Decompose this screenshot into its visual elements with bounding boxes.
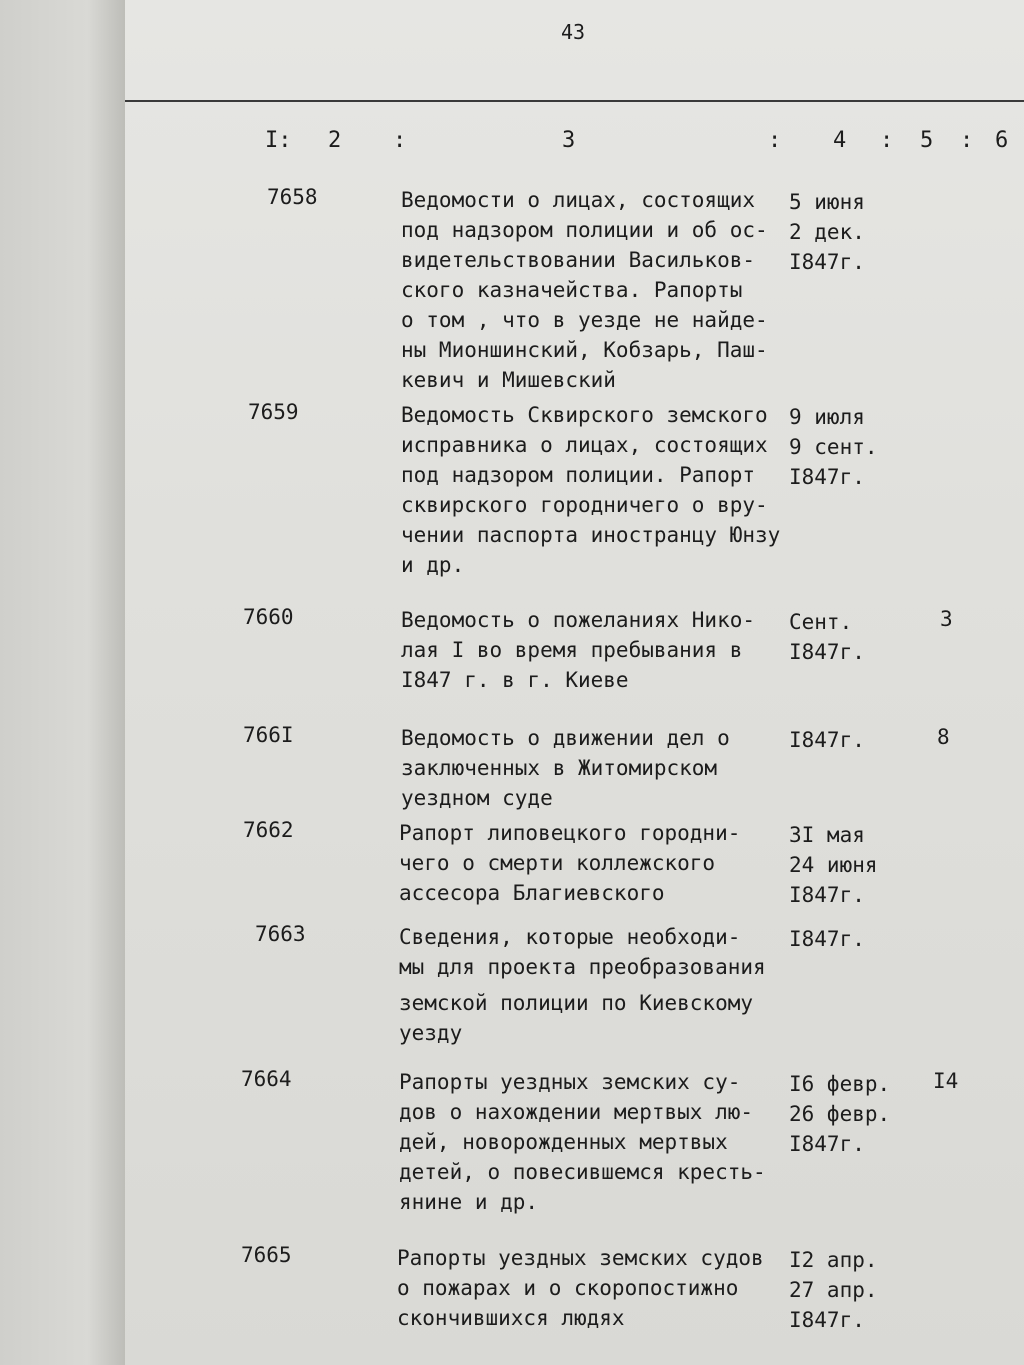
entry-dates: 3I мая 24 июня I847г. (789, 823, 878, 907)
entry-description: Ведомости о лицах, состоящих под надзором полиции и об ос- видетельствовании Васильков- ского казначейства. Рапорты о том , что в уезде не найде- ны Мионшинский, Кобзарь, Паш- кевич и Мишевский (401, 188, 768, 392)
header-rule (125, 100, 1024, 102)
entry-description: Рапорт липовецкого городни- чего о смерти коллежского ассесора Благиевского (399, 821, 741, 905)
entry-number: 7658 (267, 185, 318, 209)
previous-page-edge (0, 0, 125, 1365)
entry-description: Ведомость Сквирского земского исправника о лицах, состоящих под надзором полиции. Рапорт сквирского городничего о вру- чении паспорта иностранцу Юнзу и др. (401, 403, 781, 577)
entry-dates: I847г. (789, 728, 865, 752)
entry-dates: 5 июня 2 дек. I847г. (789, 190, 865, 274)
column-header-6: 6 (995, 128, 1009, 153)
column-header-separator: : (960, 128, 974, 153)
document-page (125, 0, 1024, 1365)
column-header-separator: : (880, 128, 894, 153)
entry-number: 7665 (241, 1243, 292, 1267)
entry-number: 7662 (243, 818, 294, 842)
entry-sheet-count: I4 (933, 1069, 959, 1093)
entry-sheet-count: 3 (940, 607, 953, 631)
entry-description: Рапорты уездных земских су- дов о нахождении мертвых лю- дей, новорожденных мертвых детей, о повесившемся кресть- янине и др. (399, 1070, 766, 1214)
entry-dates: I847г. (789, 927, 865, 951)
entry-description: Ведомость о пожеланиях Нико- лая I во время пребывания в I847 г. в г. Киеве (401, 608, 756, 692)
entry-dates: Сент. I847г. (789, 610, 865, 664)
page-number: 43 (561, 20, 586, 44)
entry-number: 7659 (248, 400, 299, 424)
entry-dates: 9 июля 9 сент. I847г. (789, 405, 878, 489)
entry-description: Рапорты уездных земских судов о пожарах и о скоропостижно скончившихся людях (397, 1246, 764, 1330)
column-header-5: 5 (920, 128, 934, 153)
entry-number: 7663 (255, 922, 306, 946)
column-header-2: 2 (328, 128, 342, 153)
entry-sheet-count: 8 (937, 725, 950, 749)
column-header-separator: : (768, 128, 782, 153)
column-header-3: 3 (562, 128, 576, 153)
column-header-4: 4 (833, 128, 847, 153)
column-header-1: I: (265, 128, 292, 153)
entry-dates: I6 февр. 26 февр. I847г. (789, 1072, 891, 1156)
entry-number: 7660 (243, 605, 294, 629)
entry-description: Ведомость о движении дел о заключенных в Житомирском уездном суде (401, 726, 730, 810)
entry-number: 766I (243, 723, 294, 747)
entry-description: Сведения, которые необходи- мы для проекта преобразования земской полиции по Киевскому уезду (399, 925, 766, 1045)
entry-number: 7664 (241, 1067, 292, 1091)
column-header-separator: : (393, 128, 407, 153)
entry-dates: I2 апр. 27 апр. I847г. (789, 1248, 878, 1332)
